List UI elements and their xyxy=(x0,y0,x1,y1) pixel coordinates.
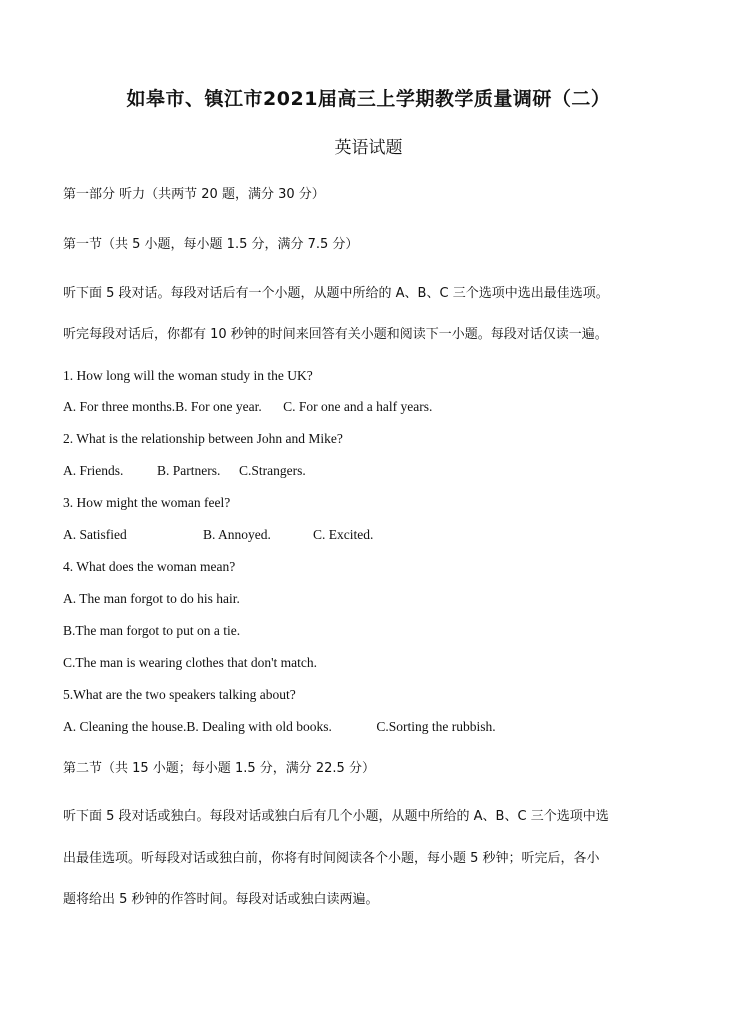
part1-heading: 第一部分 听力（共两节 20 题，满分 30 分） xyxy=(63,187,325,202)
section1-instructions-line2: 听完每段对话后，你都有 10 秒钟的时间来回答有关小题和阅读下一小题。每段对话仅读一遍。 xyxy=(63,327,608,342)
section1-instructions-line1: 听下面 5 段对话。每段对话后有一个小题，从题中所给的 A、B、C 三个选项中选出最佳选项。 xyxy=(63,286,609,301)
question-1-option-c: C. For one and a half years. xyxy=(283,399,433,414)
question-3-stem: 3. How might the woman feel? xyxy=(63,495,231,510)
question-1-options xyxy=(63,398,432,416)
section2-instructions-line2: 出最佳选项。听每段对话或独白前，你将有时间阅读各个小题，每小题 5 秒钟；听完后，各小 xyxy=(63,851,600,866)
question-2-option-c: C.Strangers. xyxy=(239,463,306,478)
question-2-option-b: B. Partners. xyxy=(157,463,221,478)
question-5-options xyxy=(63,718,496,736)
section1-heading: 第一节（共 5 小题，每小题 1.5 分，满分 7.5 分） xyxy=(63,237,359,252)
question-3-option-b: B. Annoyed. xyxy=(203,527,271,542)
section2-heading: 第二节（共 15 小题；每小题 1.5 分，满分 22.5 分） xyxy=(63,761,375,776)
page-subtitle: 英语试题 xyxy=(334,138,403,158)
question-3-option-a: A. Satisfied xyxy=(63,527,127,542)
question-3-option-c: C. Excited. xyxy=(313,527,374,542)
question-5-option-a: A. Cleaning the house. xyxy=(63,719,187,734)
question-2-options xyxy=(63,462,306,480)
question-4-option-c: C.The man is wearing clothes that don't match. xyxy=(63,655,317,670)
question-5-stem: 5.What are the two speakers talking about? xyxy=(63,687,296,702)
question-1-option-a: A. For three months. xyxy=(63,399,176,414)
question-5-option-c: C.Sorting the rubbish. xyxy=(376,719,496,734)
page-title: 如皋市、镇江市2021届高三上学期教学质量调研（二） xyxy=(126,88,611,110)
question-5-option-b: B. Dealing with old books. xyxy=(186,719,332,734)
section2-instructions-line3: 题将给出 5 秒钟的作答时间。每段对话或独白读两遍。 xyxy=(63,892,379,907)
question-1-stem: 1. How long will the woman study in the UK? xyxy=(63,368,313,383)
question-4-stem: 4. What does the woman mean? xyxy=(63,559,236,574)
question-2-stem: 2. What is the relationship between John and Mike? xyxy=(63,431,343,446)
question-4-option-b: B.The man forgot to put on a tie. xyxy=(63,623,241,638)
question-2-option-a: A. Friends. xyxy=(63,463,124,478)
question-1-option-b: B. For one year. xyxy=(175,399,262,414)
question-4-option-a: A. The man forgot to do his hair. xyxy=(63,591,240,606)
question-3-options xyxy=(63,526,373,544)
section2-instructions-line1: 听下面 5 段对话或独白。每段对话或独白后有几个小题，从题中所给的 A、B、C 三个选项中选 xyxy=(63,809,609,824)
